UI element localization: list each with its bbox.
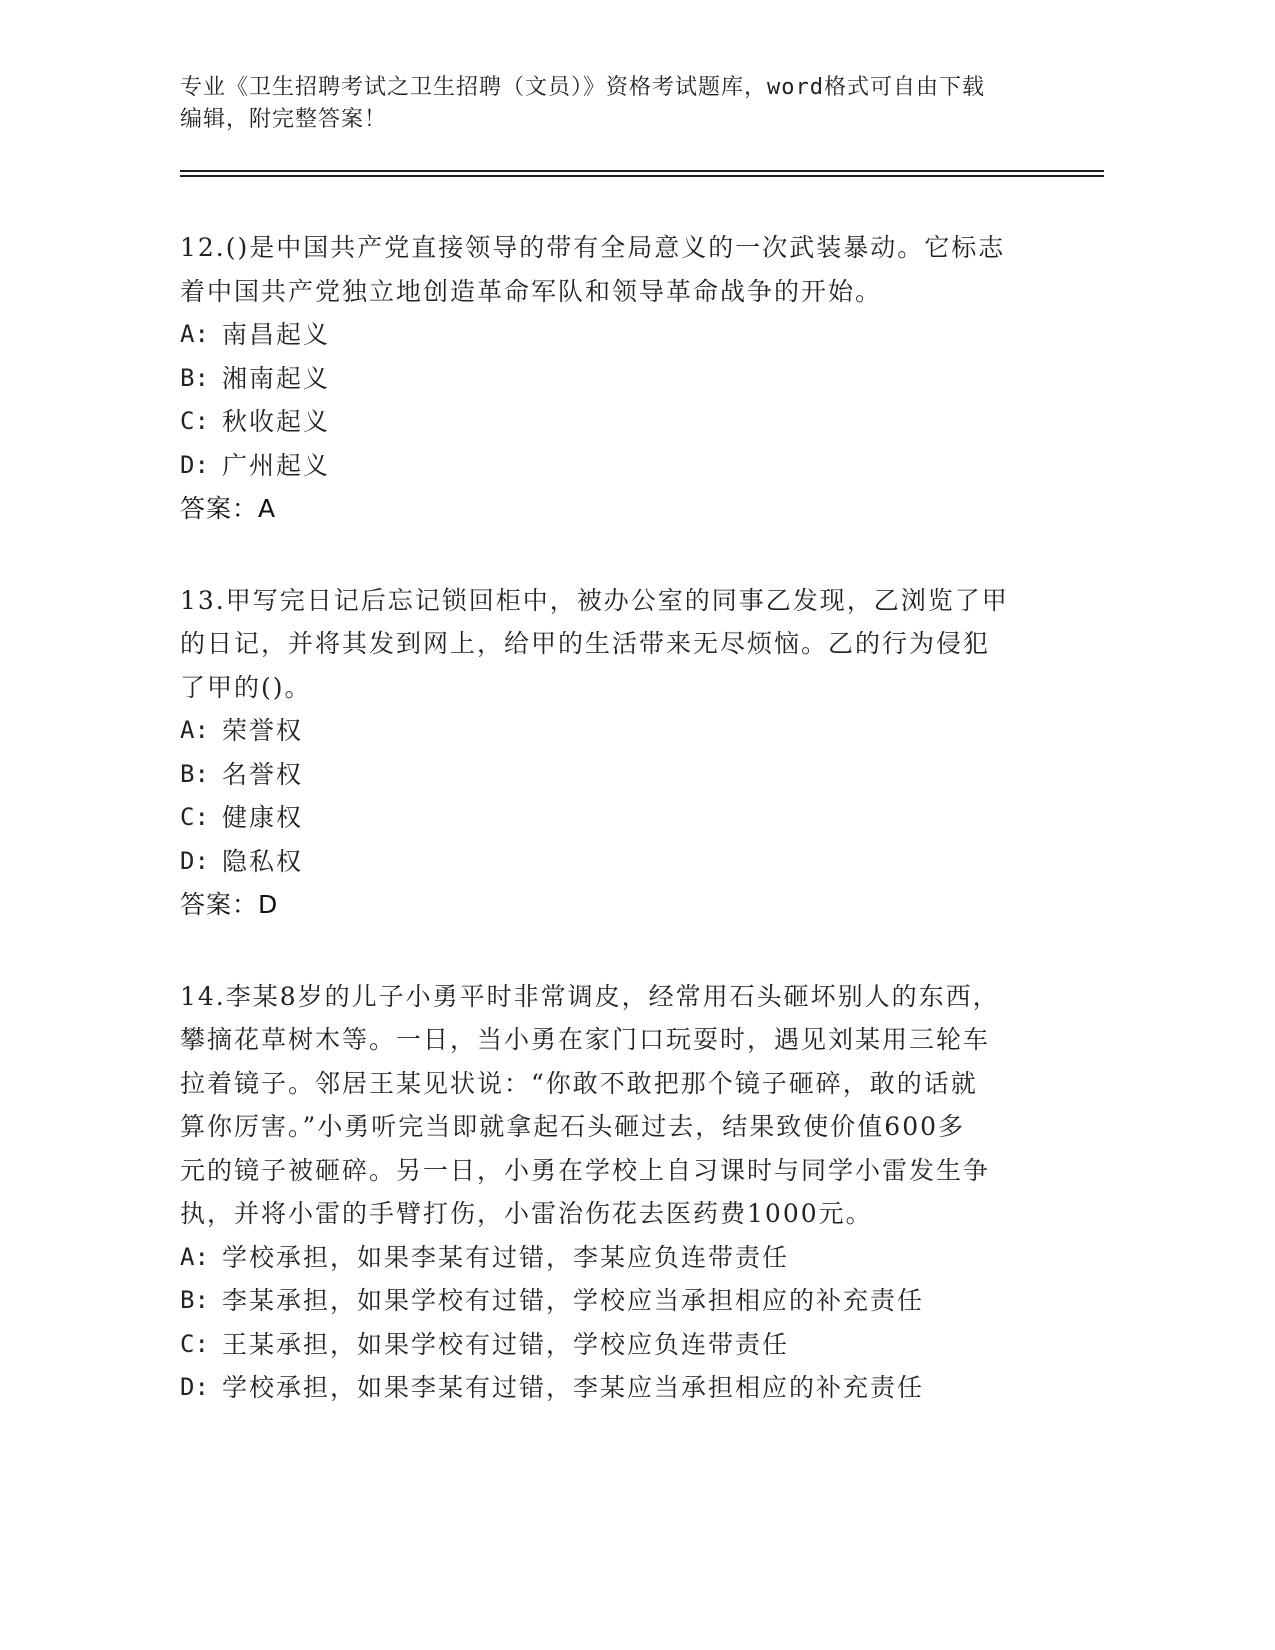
option-key: C: (180, 407, 209, 435)
question-list (180, 226, 1040, 1458)
question-stem-line: 13.甲写完日记后忘记锁回柜中，被办公室的同事乙发现，乙浏览了甲 (180, 585, 1009, 615)
option-key: C: (180, 1329, 209, 1358)
option-a (180, 313, 1040, 357)
question-stem-line: 12.()是中国共产党直接领导的带有全局意义的一次武装暴动。它标志 (180, 233, 1006, 262)
question-13 (180, 579, 1040, 927)
option-b (180, 1279, 1040, 1323)
question-stem-line: 的日记，并将其发到网上，给甲的生活带来无尽烦恼。乙的行为侵犯 (180, 629, 991, 658)
option-text: 南昌起义 (222, 320, 331, 349)
option-key: D: (180, 450, 209, 479)
option-text: 健康权 (222, 803, 304, 832)
option-text: 学校承担，如果李某有过错，李某应负连带责任 (222, 1242, 790, 1272)
option-text: 名誉权 (222, 759, 304, 789)
question-12 (180, 226, 1040, 531)
option-key: C: (180, 803, 209, 831)
question-stem-line: 了甲的()。 (180, 672, 312, 702)
document-header (180, 72, 1040, 136)
option-text: 学校承担，如果李某有过错，李某应当承担相应的补充责任 (222, 1373, 925, 1402)
question-stem-line: 着中国共产党独立地创造革命军队和领导革命战争的开始。 (180, 276, 883, 306)
question-14 (180, 975, 1040, 1410)
option-key: D: (180, 846, 209, 875)
option-d (180, 1366, 1040, 1410)
header-line-1: 专业《卫生招聘考试之卫生招聘（文员）》资格考试题库，word格式可自由下载 (180, 75, 985, 100)
option-text: 李某承担，如果学校有过错，学校应当承担相应的补充责任 (222, 1286, 925, 1315)
option-d (180, 840, 1040, 884)
question-stem-line: 攀摘花草树木等。一日，当小勇在家门口玩耍时，遇见刘某用三轮车 (180, 1025, 991, 1054)
question-stem-line: 14.李某8岁的儿子小勇平时非常调皮，经常用石头砸坏别人的东西， (180, 981, 1000, 1011)
header-line-2: 编辑，附完整答案！ (180, 107, 388, 132)
option-c (180, 400, 1040, 444)
option-c (180, 796, 1040, 840)
option-b (180, 753, 1040, 797)
option-c (180, 1323, 1040, 1367)
question-stem-line: 执，并将小雷的手臂打伤，小雷治伤花去医药费1000元。 (180, 1199, 873, 1228)
option-text: 隐私权 (222, 846, 304, 876)
option-a (180, 1236, 1040, 1280)
option-key: A: (180, 716, 209, 744)
question-stem-line: 拉着镜子。邻居王某见状说：“你敢不敢把那个镜子砸碎，敢的话就 (180, 1068, 978, 1098)
question-stem-line: 算你厉害。”小勇听完当即就拿起石头砸过去，结果致使价值600多 (180, 1112, 966, 1141)
option-key: A: (180, 320, 209, 348)
option-text: 秋收起义 (222, 407, 331, 436)
option-key: B: (180, 363, 209, 392)
option-text: 广州起义 (222, 450, 331, 480)
option-text: 王某承担，如果学校有过错，学校应负连带责任 (222, 1329, 790, 1359)
option-key: B: (180, 759, 209, 788)
header-divider-bottom (180, 175, 1104, 177)
answer-line: 答案：A (180, 494, 277, 523)
option-a (180, 709, 1040, 753)
question-stem-line: 元的镜子被砸碎。另一日，小勇在学校上自习课时与同学小雷发生争 (180, 1155, 991, 1185)
option-text: 湘南起义 (222, 363, 331, 393)
header-divider-top (180, 170, 1104, 172)
option-b (180, 357, 1040, 401)
option-key: A: (180, 1242, 209, 1271)
option-key: B: (180, 1286, 209, 1314)
option-key: D: (180, 1373, 209, 1401)
answer-line: 答案：D (180, 890, 279, 919)
option-d (180, 444, 1040, 488)
option-text: 荣誉权 (222, 716, 304, 745)
